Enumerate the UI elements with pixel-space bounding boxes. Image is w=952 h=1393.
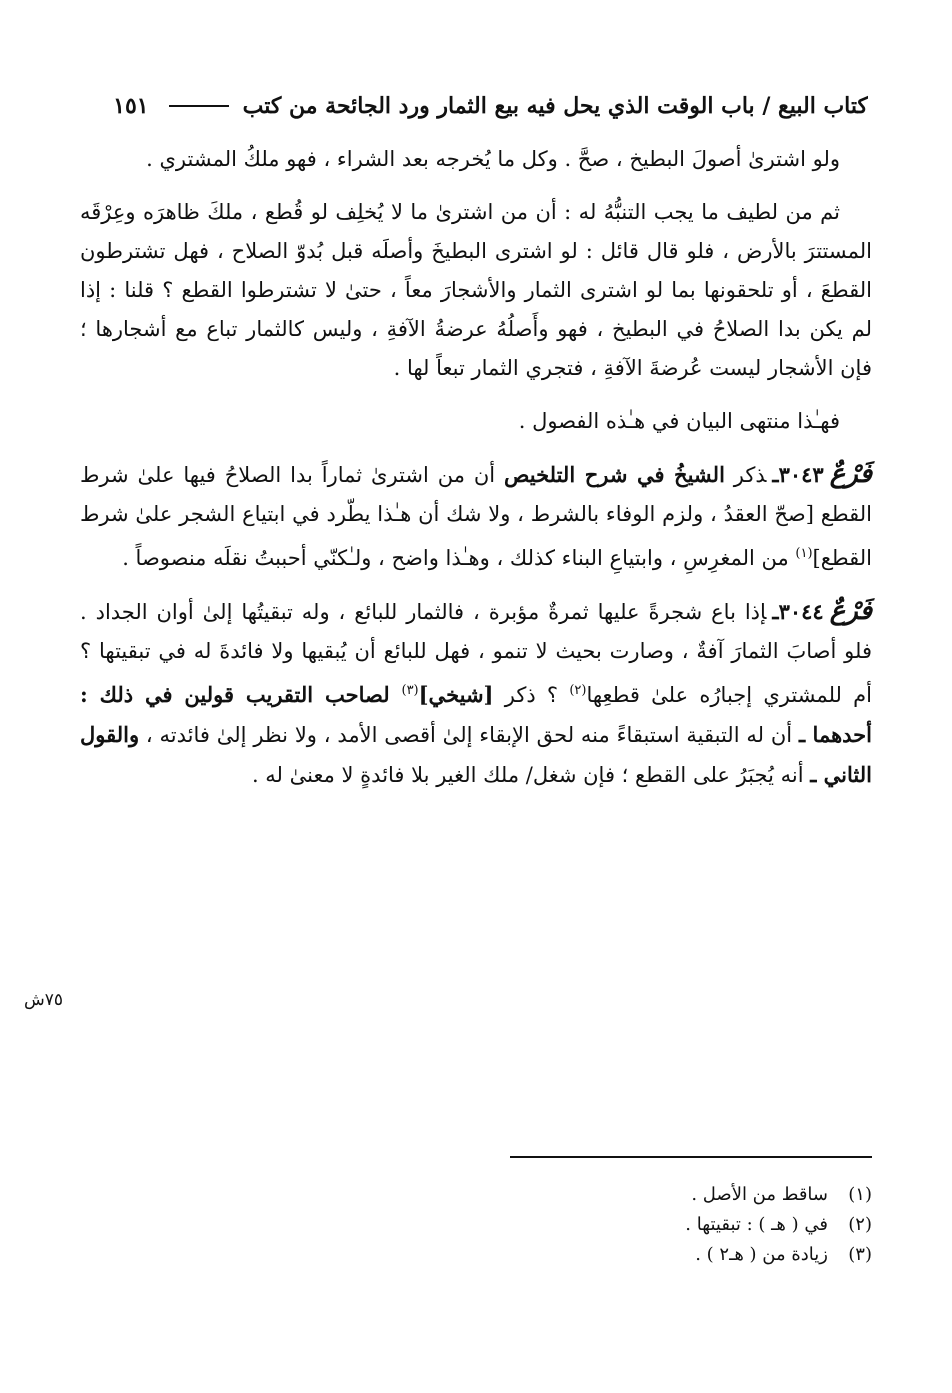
text-segment: ؟ ذكر — [493, 683, 570, 707]
far-label: فَرْعٌ — [829, 459, 872, 489]
footnote-text: ساقط من الأصل . — [691, 1184, 828, 1205]
footnote-divider — [510, 1156, 872, 1158]
footnote-number: (٣) — [848, 1244, 872, 1265]
paragraph-5 — [80, 592, 872, 795]
header-dash — [169, 105, 229, 107]
footnote — [372, 1180, 872, 1210]
footnote-text: في ( هـ ) : تبقيتها . — [685, 1214, 828, 1235]
footnotes — [372, 1180, 872, 1270]
bold-segment: [شيخي] — [418, 682, 494, 707]
footnote-ref: (٢) — [569, 683, 587, 698]
margin-note: ٧٥ش — [24, 990, 64, 1010]
text-segment: أن من اشترىٰ ثماراً بدا الصلاحُ فيها علىٰ شرط القطع [صحّ العقدُ ، ولزم الوفاء بالشرط ، ولا شك أن هـٰذا يطّرد في ابتياع الشجر علىٰ شرط القطع] — [80, 463, 872, 570]
bold-segment: لصاحب التقريب قولين في ذلك : أحدهما ـ — [80, 682, 873, 747]
far-label: فَرْعٌ — [829, 596, 872, 626]
running-header — [78, 86, 868, 126]
text-segment: ذكر — [724, 463, 767, 487]
paragraph-2: ثم من لطيف ما يجب التنبُّهُ له : أن من اشترىٰ ما لا يُخلِف لو قُطع ، ملكَ ظاهرَه وعِرْقَه المستترَ بالأرض ، فلو قال قائل : لو اشترى البطيخَ وأصلَه قبل بُدوّ الصلاح ، فهل تشترطون القطعَ ، أو تلحقونها بما لو اشترى الثمار والأشجارَ معاً ، حتىٰ لا تشترطوا القطع ؟ قلنا : إذا لم يكن بدا الصلاحُ في البطيخ ، فهو وأَصلُهُ عرضةُ الآفةِ ، وليس كالثمار تباع مع أشجارها ؛ فإن الأشجار ليست عُرضةَ الآفةِ ، فتجري الثمار تبعاً لها . — [80, 200, 872, 380]
text-segment: من المغرِسِ ، وابتياعِ البناء كذلك ، وهـٰذا واضح ، ولـٰكنّي أحببتُ نقلَه منصوصاً . — [122, 546, 796, 570]
footnote — [372, 1240, 872, 1270]
footnote — [372, 1210, 872, 1240]
issue-number: ٣٠٤٣ـ — [772, 462, 824, 487]
text-segment: أنه يُجبَرُ على القطع ؛ فإن شغل/ ملك الغير بلا فائدةٍ لا معنىٰ له . — [251, 763, 811, 787]
main-text — [80, 140, 872, 809]
paragraph-3: فهـٰذا منتهى البيان في هـٰذه الفصول . — [518, 409, 840, 433]
footnote-ref: (١) — [795, 546, 813, 561]
issue-number: ٣٠٤٤ـ — [772, 599, 824, 624]
header-title: كتاب البيع / باب الوقت الذي يحل فيه بيع الثمار ورد الجائحة من كتب — [242, 93, 868, 119]
bold-segment: والقول الثاني ـ — [80, 722, 872, 787]
text-segment: أن له التبقية استبقاءً منه لحق الإبقاء إلىٰ أقصى الأمد ، ولا نظر إلىٰ فائدته ، — [139, 723, 799, 747]
footnote-text: زيادة من ( هـ٢ ) . — [695, 1244, 828, 1265]
bold-segment: الشيخُ في شرح التلخيص — [504, 462, 725, 487]
text-segment: إذا باع شجرةً عليها ثمرةٌ مؤبرة ، فالثمار للبائع ، وله تبقيتُها إلىٰ أوان الجداد . فلو أصابَ الثمارَ آفةٌ ، وصارت بحيث لا تنمو ، فهل للبائع أن يُبقيها ولا فائدةَ له في تبقيتها ؟ أم للمشتري إجبارُه علىٰ قطعِها — [80, 600, 873, 707]
footnote-number: (٢) — [848, 1214, 872, 1235]
footnote-number: (١) — [848, 1184, 872, 1205]
paragraph-4 — [80, 455, 872, 578]
page-number: ١٥١ — [113, 93, 149, 119]
footnote-ref: (٣) — [401, 683, 419, 698]
paragraph-1: ولو اشترىٰ أصولَ البطيخ ، صحَّ . وكل ما يُخرجه بعد الشراء ، فهو ملكُ المشتري . — [146, 147, 840, 171]
